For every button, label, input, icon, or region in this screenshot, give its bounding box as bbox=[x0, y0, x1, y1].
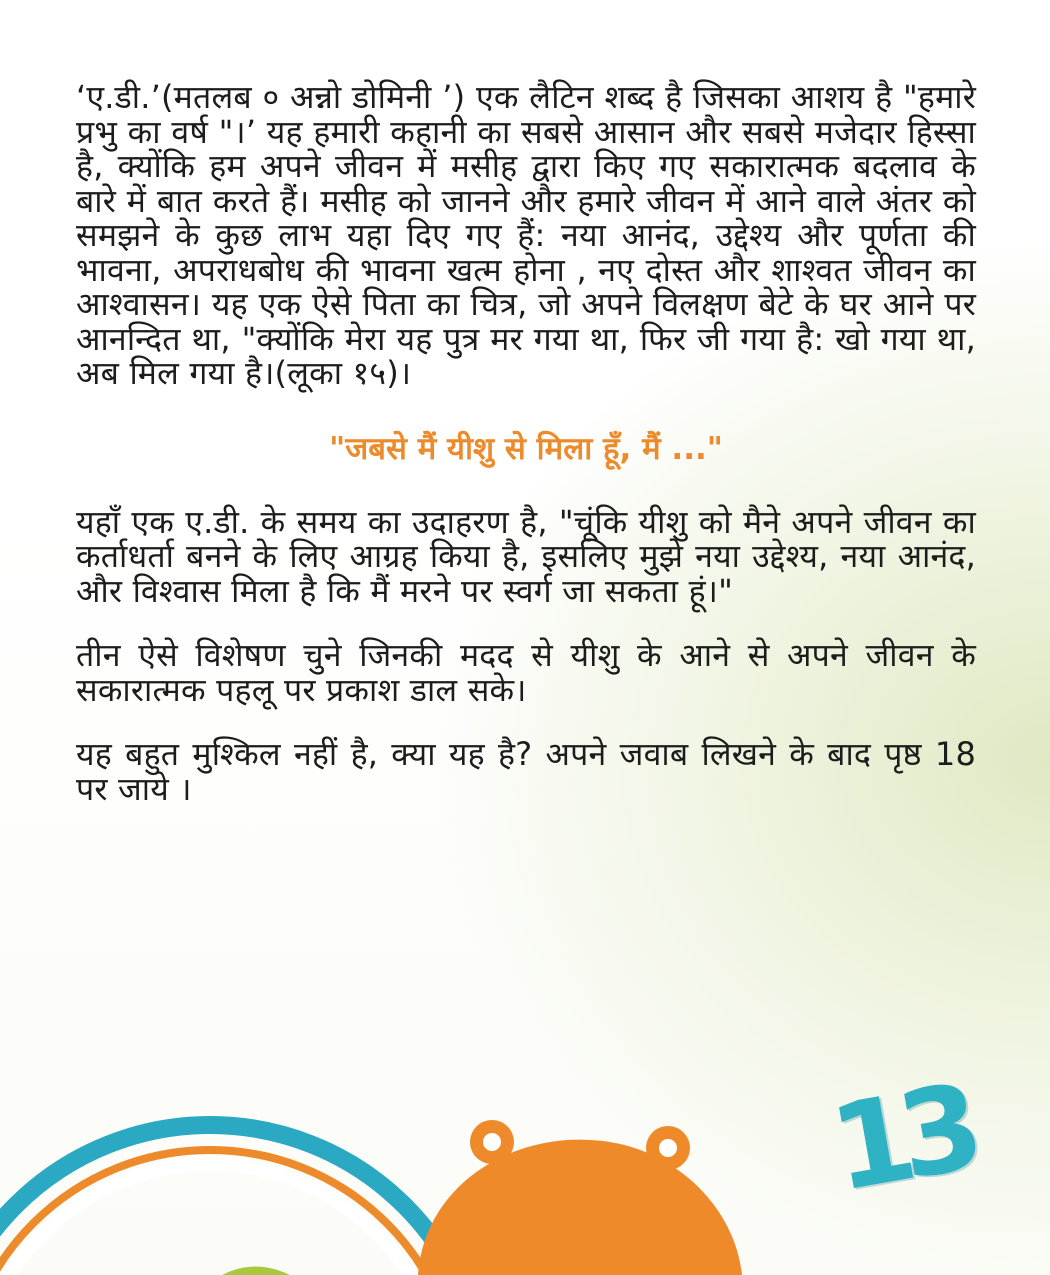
paragraph-next-page: यह बहुत मुश्किल नहीं है, क्या यह है? अपने जवाब लिखने के बाद पृष्ठ 18 पर जाये । bbox=[76, 735, 976, 808]
main-text bbox=[76, 80, 976, 806]
paragraph-ad-meaning: ‘ए.डी.’(मतलब ० अन्नो डोमिनी ’) एक लैटिन शब्द है जिसका आशय है "हमारे प्रभु का वर्ष "।’ यह हमारी कहानी का सबसे आसान और सबसे मजेदार हिस्सा है, क्योंकि हम अपने जीवन में मसीह द्वारा किए गए सकारात्मक बदलाव के बारे में बात करते हैं। मसीह को जानने और हमारे जीवन में आने वाले अंतर को समझने के कुछ लाभ यहा दिए गए हैं: नया आनंद, उद्देश्य और पूर्णता की भावना, अपराधबोध की भावना खत्म होना , नए दोस्त और शाश्वत जीवन का आश्वासन। यह एक ऐसे पिता का चित्र, जो अपने विलक्षण बेटे के घर आने पर आनन्दित था, "क्योंकि मेरा यह पुत्र मर गया था, फिर जी गया है: खो गया था, अब मिल गया है।(लूका १५)। bbox=[76, 78, 976, 392]
page-number: 13 bbox=[821, 1058, 980, 1218]
paragraph-instructions: तीन ऐसे विशेषण चुने जिनकी मदद से यीशु के आने से अपने जीवन के सकारात्मक पहलू पर प्रकाश डाल सके। bbox=[76, 636, 976, 709]
paragraph-example: यहाँ एक ए.डी. के समय का उदाहरण है, "चूंकि यीशु को मैने अपने जीवन का कर्ताधर्ता बनने के लिए आग्रह किया है, इसलिए मुझे नया उद्देश्य, नया आनंद, और विश्वास मिला है कि मैं मरने पर स्वर्ग जा सकता हूं।" bbox=[76, 502, 976, 610]
concentric-rings-decoration bbox=[0, 1125, 485, 1275]
section-heading: "जबसे मैं यीशु से मिला हूँ, मैं ..." bbox=[329, 430, 723, 467]
green-arc-decoration bbox=[222, 1267, 290, 1275]
orange-blob-decoration bbox=[418, 1120, 742, 1275]
